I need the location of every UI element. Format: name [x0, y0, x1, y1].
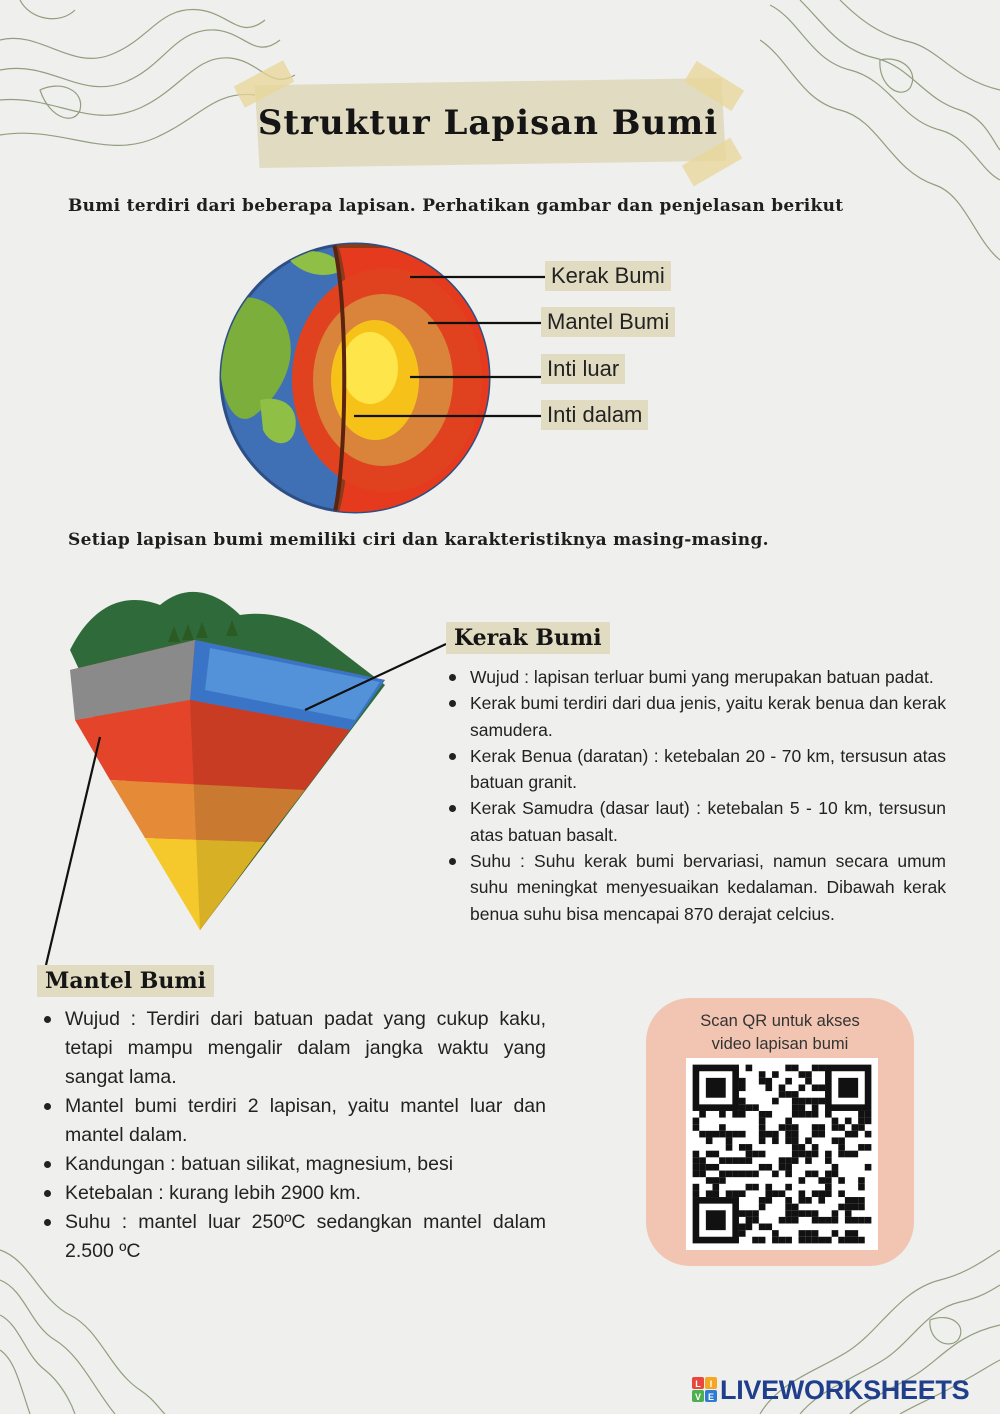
mantel-bumi-list [41, 1005, 546, 1266]
qr-caption-line-2: video lapisan bumi [711, 1035, 849, 1053]
list-item: Kerak bumi terdiri dari dua jenis, yaitu kerak benua dan kerak samudera. [446, 690, 946, 743]
list-item: Wujud : Terdiri dari batuan padat yang cukup kaku, tetapi mampu mengalir dalam jangka waktu yang sangat lama. [41, 1005, 546, 1092]
kerak-bumi-list [446, 664, 946, 927]
intro-text-2: Setiap lapisan bumi memiliki ciri dan karakteristiknya masing-masing. [68, 530, 769, 550]
intro-text: Bumi terdiri dari beberapa lapisan. Perhatikan gambar dan penjelasan berikut [68, 196, 844, 216]
earth-layers-illustration [215, 240, 500, 520]
qr-code[interactable] [686, 1058, 878, 1250]
list-item: Suhu : mantel luar 250ºC sedangkan mantel dalam 2.500 ºC [41, 1208, 546, 1266]
footer-brand[interactable] [692, 1374, 969, 1406]
kerak-bumi-heading: Kerak Bumi [446, 622, 610, 654]
qr-code-icon [686, 1058, 878, 1250]
label-kerak-bumi: Kerak Bumi [545, 261, 671, 291]
footer-brand-text: LIVEWORKSHEETS [720, 1374, 970, 1405]
list-item: Kerak Samudra (dasar laut) : ketebalan 5 - 10 km, tersusun atas batuan basalt. [446, 795, 946, 848]
qr-caption [646, 1010, 914, 1056]
label-inti-dalam: Inti dalam [541, 400, 648, 430]
svg-text:L: L [695, 1379, 701, 1389]
title-banner [250, 78, 726, 168]
label-mantel-bumi: Mantel Bumi [541, 307, 675, 337]
list-item: Kerak Benua (daratan) : ketebalan 20 - 70 km, tersusun atas batuan granit. [446, 743, 946, 796]
label-inti-luar: Inti luar [541, 354, 625, 384]
svg-text:V: V [694, 1392, 702, 1402]
crust-leader-lines [0, 600, 460, 980]
list-item: Ketebalan : kurang lebih 2900 km. [41, 1179, 546, 1208]
list-item: Mantel bumi terdiri 2 lapisan, yaitu mantel luar dan mantel dalam. [41, 1092, 546, 1150]
list-item: Suhu : Suhu kerak bumi bervariasi, namun secara umum suhu meningkat menyesuaikan kedalaman. Dibawah kerak benua suhu bisa mencapai 870 derajat celcius. [446, 848, 946, 927]
liveworksheets-logo-icon [692, 1377, 718, 1403]
crust-wedge-illustration [50, 580, 400, 940]
qr-card [646, 998, 914, 1266]
mantel-bumi-heading: Mantel Bumi [37, 965, 214, 997]
svg-text:I: I [709, 1379, 713, 1389]
topographic-lines-top-right [760, 0, 1000, 300]
qr-caption-line-1: Scan QR untuk akses [700, 1012, 860, 1030]
page-title: Struktur Lapisan Bumi [257, 103, 719, 143]
list-item: Wujud : lapisan terluar bumi yang merupakan batuan padat. [446, 664, 946, 690]
list-item: Kandungan : batuan silikat, magnesium, besi [41, 1150, 546, 1179]
svg-text:E: E [707, 1392, 715, 1402]
